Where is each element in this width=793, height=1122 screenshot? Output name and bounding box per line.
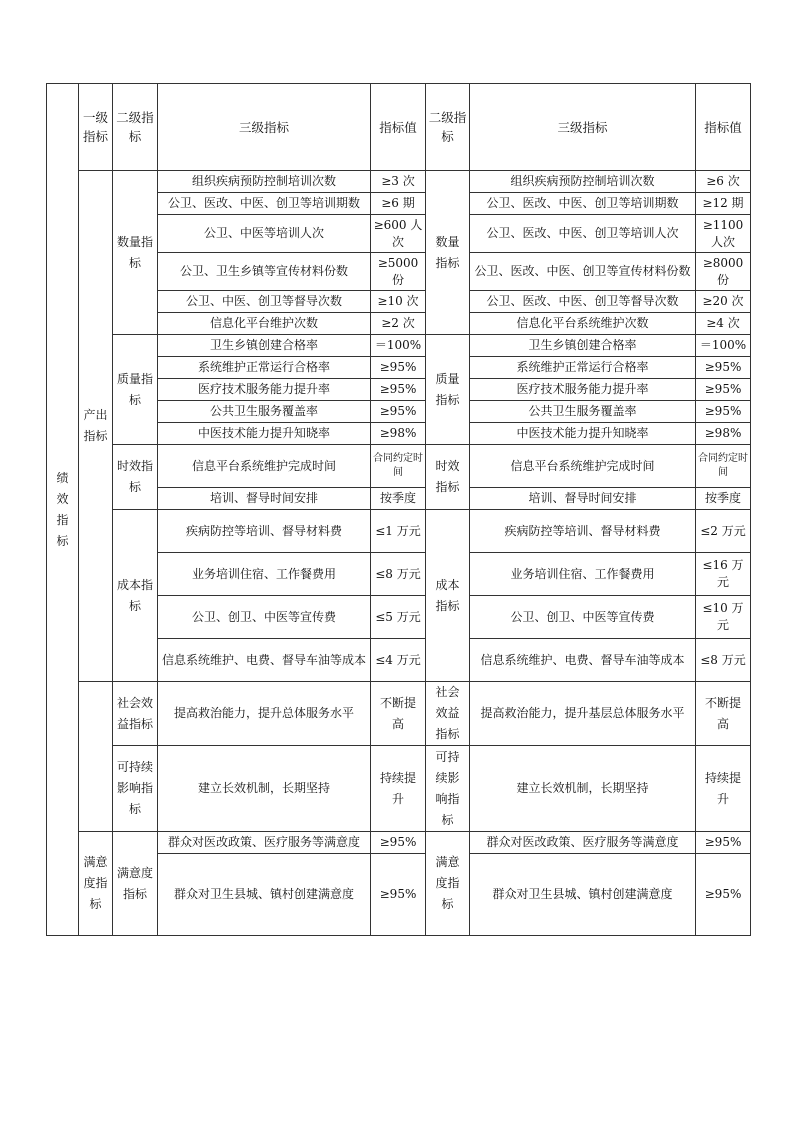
quality-value-right: ≥98% bbox=[696, 423, 751, 445]
timeliness-item-right: 信息平台系统维护完成时间 bbox=[470, 445, 696, 488]
quantity-item-right: 公卫、医改、中医、创卫等培训期数 bbox=[470, 193, 696, 215]
timeliness-value-left: 按季度 bbox=[371, 488, 426, 510]
cost-label-left: 成本指标 bbox=[113, 510, 158, 682]
quality-label-right: 质量指标 bbox=[426, 335, 470, 445]
quality-item-left: 卫生乡镇创建合格率 bbox=[158, 335, 371, 357]
timeliness-label-right: 时效指标 bbox=[426, 445, 470, 510]
quantity-value-left: ≥10 次 bbox=[371, 291, 426, 313]
cost-label-right: 成本指标 bbox=[426, 510, 470, 682]
quantity-item-left: 公卫、中医、创卫等督导次数 bbox=[158, 291, 371, 313]
social-item-left: 提高救治能力，提升总体服务水平 bbox=[158, 682, 371, 746]
cost-item-right: 业务培训住宿、工作餐费用 bbox=[470, 553, 696, 596]
cost-item-right: 公卫、创卫、中医等宣传费 bbox=[470, 596, 696, 639]
cost-value-left: ≤8 万元 bbox=[371, 553, 426, 596]
quality-item-left: 系统维护正常运行合格率 bbox=[158, 357, 371, 379]
quantity-item-left: 公卫、卫生乡镇等宣传材料份数 bbox=[158, 253, 371, 291]
quality-value-right: ＝100% bbox=[696, 335, 751, 357]
quantity-value-left: ≥2 次 bbox=[371, 313, 426, 335]
quality-value-left: ＝100% bbox=[371, 335, 426, 357]
quality-item-right: 公共卫生服务覆盖率 bbox=[470, 401, 696, 423]
satisfaction-label: 满意度指标 bbox=[79, 832, 113, 936]
social-item-right: 提高救治能力，提升基层总体服务水平 bbox=[470, 682, 696, 746]
cost-item-left: 疾病防控等培训、督导材料费 bbox=[158, 510, 371, 553]
cost-value-right: ≤10 万元 bbox=[696, 596, 751, 639]
category-cell: 绩效指标 bbox=[47, 84, 79, 936]
social-value-left: 不断提高 bbox=[371, 682, 426, 746]
timeliness-value-right: 合同约定时间 bbox=[696, 445, 751, 488]
quality-item-left: 公共卫生服务覆盖率 bbox=[158, 401, 371, 423]
quantity-item-left: 公卫、医改、中医、创卫等培训期数 bbox=[158, 193, 371, 215]
timeliness-item-right: 培训、督导时间安排 bbox=[470, 488, 696, 510]
satisfaction-item-right: 群众对医改政策、医疗服务等满意度 bbox=[470, 832, 696, 854]
quantity-value-right: ≥8000 份 bbox=[696, 253, 751, 291]
sustain-value-left: 持续提升 bbox=[371, 746, 426, 832]
quality-value-left: ≥98% bbox=[371, 423, 426, 445]
satisfaction-value-left: ≥95% bbox=[371, 832, 426, 854]
quantity-value-right: ≥1100 人次 bbox=[696, 215, 751, 253]
cost-value-right: ≤2 万元 bbox=[696, 510, 751, 553]
quantity-value-right: ≥6 次 bbox=[696, 171, 751, 193]
sustain-item-left: 建立长效机制，长期坚持 bbox=[158, 746, 371, 832]
timeliness-value-right: 按季度 bbox=[696, 488, 751, 510]
quality-value-right: ≥95% bbox=[696, 401, 751, 423]
quality-item-left: 医疗技术服务能力提升率 bbox=[158, 379, 371, 401]
quality-item-right: 系统维护正常运行合格率 bbox=[470, 357, 696, 379]
quantity-item-right: 信息化平台系统维护次数 bbox=[470, 313, 696, 335]
cost-item-right: 信息系统维护、电费、督导车油等成本 bbox=[470, 639, 696, 682]
social-value-right: 不断提高 bbox=[696, 682, 751, 746]
quantity-value-right: ≥4 次 bbox=[696, 313, 751, 335]
timeliness-item-left: 培训、督导时间安排 bbox=[158, 488, 371, 510]
quantity-item-left: 信息化平台维护次数 bbox=[158, 313, 371, 335]
quantity-item-right: 组织疾病预防控制培训次数 bbox=[470, 171, 696, 193]
satisfaction-value-left: ≥95% bbox=[371, 854, 426, 936]
quantity-item-right: 公卫、医改、中医、创卫等培训人次 bbox=[470, 215, 696, 253]
cost-value-right: ≤16 万元 bbox=[696, 553, 751, 596]
sustain-value-right: 持续提升 bbox=[696, 746, 751, 832]
quantity-value-right: ≥12 期 bbox=[696, 193, 751, 215]
sustain-label-right: 可持续影响指标 bbox=[426, 746, 470, 832]
quality-item-right: 中医技术能力提升知晓率 bbox=[470, 423, 696, 445]
cost-item-left: 信息系统维护、电费、督导车油等成本 bbox=[158, 639, 371, 682]
satisfaction-label-right: 满意度指标 bbox=[426, 832, 470, 936]
quantity-item-right: 公卫、医改、中医、创卫等督导次数 bbox=[470, 291, 696, 313]
quality-value-left: ≥95% bbox=[371, 379, 426, 401]
header-level3-left: 三级指标 bbox=[158, 84, 371, 171]
quantity-value-left: ≥600 人次 bbox=[371, 215, 426, 253]
satisfaction-value-right: ≥95% bbox=[696, 832, 751, 854]
header-level2-right: 二级指标 bbox=[426, 84, 470, 171]
quality-value-right: ≥95% bbox=[696, 379, 751, 401]
sustain-label-left: 可持续影响指标 bbox=[113, 746, 158, 832]
satisfaction-item-right: 群众对卫生县城、镇村创建满意度 bbox=[470, 854, 696, 936]
timeliness-label-left: 时效指标 bbox=[113, 445, 158, 510]
cost-value-left: ≤5 万元 bbox=[371, 596, 426, 639]
cost-value-left: ≤4 万元 bbox=[371, 639, 426, 682]
quality-value-right: ≥95% bbox=[696, 357, 751, 379]
header-level3-right: 三级指标 bbox=[470, 84, 696, 171]
timeliness-item-left: 信息平台系统维护完成时间 bbox=[158, 445, 371, 488]
satisfaction-value-right: ≥95% bbox=[696, 854, 751, 936]
cost-item-left: 公卫、创卫、中医等宣传费 bbox=[158, 596, 371, 639]
social-label-right: 社会效益指标 bbox=[426, 682, 470, 746]
quality-item-right: 卫生乡镇创建合格率 bbox=[470, 335, 696, 357]
cost-value-left: ≤1 万元 bbox=[371, 510, 426, 553]
quantity-value-left: ≥6 期 bbox=[371, 193, 426, 215]
quality-label-left: 质量指标 bbox=[113, 335, 158, 445]
cost-value-right: ≤8 万元 bbox=[696, 639, 751, 682]
cost-item-right: 疾病防控等培训、督导材料费 bbox=[470, 510, 696, 553]
header-value-right: 指标值 bbox=[696, 84, 751, 171]
header-level2-left: 二级指标 bbox=[113, 84, 158, 171]
quality-item-right: 医疗技术服务能力提升率 bbox=[470, 379, 696, 401]
sustain-item-right: 建立长效机制，长期坚持 bbox=[470, 746, 696, 832]
satisfaction-item-left: 群众对医改政策、医疗服务等满意度 bbox=[158, 832, 371, 854]
quantity-item-left: 组织疾病预防控制培训次数 bbox=[158, 171, 371, 193]
satisfaction-item-left: 群众对卫生县城、镇村创建满意度 bbox=[158, 854, 371, 936]
social-label-left: 社会效益指标 bbox=[113, 682, 158, 746]
quantity-value-right: ≥20 次 bbox=[696, 291, 751, 313]
quantity-item-right: 公卫、医改、中医、创卫等宣传材料份数 bbox=[470, 253, 696, 291]
satisfaction-label-left: 满意度指标 bbox=[113, 832, 158, 936]
header-value-left: 指标值 bbox=[371, 84, 426, 171]
cost-item-left: 业务培训住宿、工作餐费用 bbox=[158, 553, 371, 596]
quantity-item-left: 公卫、中医等培训人次 bbox=[158, 215, 371, 253]
quality-value-left: ≥95% bbox=[371, 401, 426, 423]
quantity-value-left: ≥3 次 bbox=[371, 171, 426, 193]
effect-label-blank bbox=[79, 682, 113, 832]
quantity-label-left: 数量指标 bbox=[113, 171, 158, 335]
quantity-label-right: 数量指标 bbox=[426, 171, 470, 335]
timeliness-value-left: 合同约定时间 bbox=[371, 445, 426, 488]
performance-indicator-table bbox=[46, 83, 751, 936]
output-label: 产出指标 bbox=[79, 171, 113, 682]
quality-value-left: ≥95% bbox=[371, 357, 426, 379]
header-level1: 一级指标 bbox=[79, 84, 113, 171]
quality-item-left: 中医技术能力提升知晓率 bbox=[158, 423, 371, 445]
quantity-value-left: ≥5000 份 bbox=[371, 253, 426, 291]
